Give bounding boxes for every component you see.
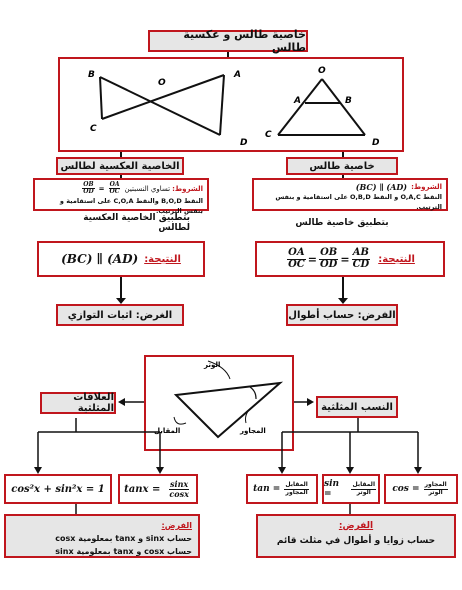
label-C-left: C	[90, 124, 97, 134]
inverse-thales-apply: بتطبيق الخاصية العكسية لطالس	[83, 213, 190, 233]
title: خاصية طالس و عكسية طالس	[183, 28, 306, 54]
thales-result: النتيجة: $\frac{OA}{OC}$ = $\frac{OB}{OD}$ = $\frac{AB}{CD}$	[255, 241, 445, 277]
inverse-thales-conditions: الشروط: تساوي النسبتين $\frac{OA}{OC}$ = $\frac{OB}{OD}$ النقط B,O,D والنقط C,O,A على استقامية و بنفس الترتيب.	[33, 178, 209, 211]
label-D-left: D	[240, 138, 248, 148]
sin-ratio-box: sin = $\frac{\text{المقابل}}{\text{الوتر}}$	[322, 474, 380, 504]
label-C-right: C	[265, 130, 272, 140]
hyp-label: الوتر	[204, 361, 221, 369]
label-A-left: A	[234, 70, 241, 80]
inverse-thales-goal: الغرض: اثبات التوازي	[56, 304, 184, 326]
label-B-right: B	[345, 96, 352, 106]
thales-conditions: الشروط: (BC) ∥ (AD) النقط O,A,C و النقط O,B,D على استقامية و بنفس الترتيب.	[252, 178, 448, 211]
label-B-left: B	[88, 70, 95, 80]
pythag-identity-box	[4, 474, 112, 504]
tan-ratio-box: tan = $\frac{\text{المقابل}}{\text{المجاور}}$	[246, 474, 318, 504]
label-O-left: O	[158, 78, 166, 88]
trig-ratios-goal: الفرض: حساب زوايا و أطوال في مثلث قائم	[256, 514, 456, 558]
label-D-right: D	[372, 138, 380, 148]
inverse-thales-result: النتيجة: (BC) ∥ (AD)	[37, 241, 205, 277]
opp-label: المقابل	[154, 427, 181, 435]
inverse-thales-header: الخاصية العكسية لطالس	[56, 157, 184, 175]
label-A-right: A	[294, 96, 301, 106]
thales-goal: الفرض: حساب أطوال	[286, 304, 398, 326]
cos-ratio-box: cos = $\frac{\text{المجاور}}{\text{الوتر}}$	[384, 474, 458, 504]
tan-identity-box: tanx = $\frac{\sin x}{\cos x}$	[118, 474, 198, 504]
pythag-identity: cos²x + sin²x = 1	[11, 483, 105, 495]
thales-apply: بتطبيق خاصية طالس	[295, 218, 389, 228]
trig-relations-header: العلاقات المثلثية	[40, 392, 116, 414]
trig-ratios-header: النسب المثلثية	[316, 396, 398, 418]
thales-header: خاصية طالس	[286, 157, 398, 175]
adj-label: المجاور	[240, 427, 266, 435]
trig-relations-goal: الفرض: حساب sinx و tanx بمعلومية cosx حساب cosx و tanx بمعلومية sinx	[4, 514, 200, 558]
label-O-right: O	[318, 66, 326, 76]
